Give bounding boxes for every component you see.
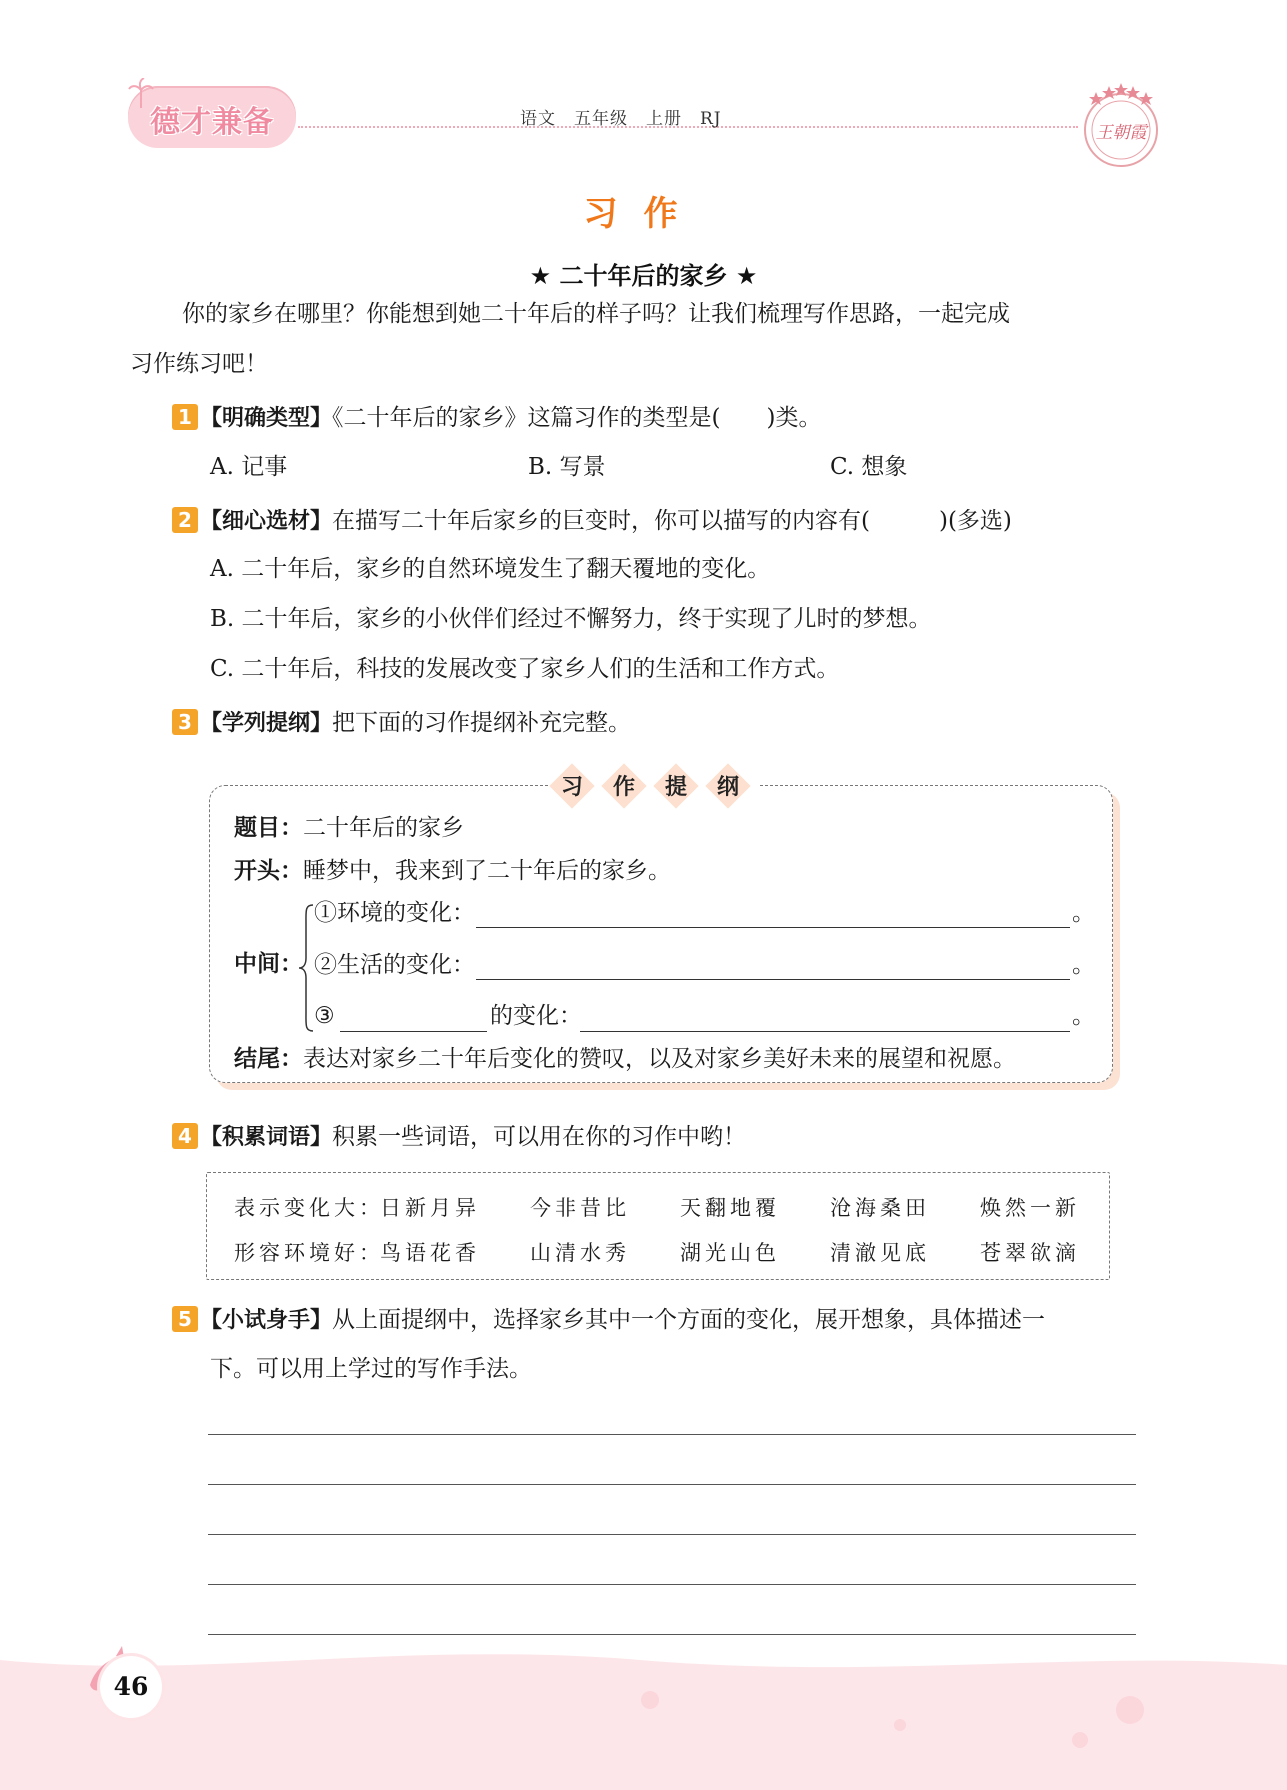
vocab-word: 鸟语花香 [380,1241,480,1265]
question-number-badge: 2 [172,507,198,533]
volume: 上册 [646,109,682,129]
question-text: 把下面的习作提纲补充完整。 [332,710,632,736]
answer-blank[interactable] [340,1031,487,1032]
outline-heading [550,764,760,808]
curly-brace [297,903,315,1033]
edition: RJ [700,109,722,129]
vocab-word: 山清水秀 [530,1241,630,1265]
middle-item-2: ②生活的变化： [314,952,475,978]
question-tag: 【明确类型】 [200,406,333,431]
question-number-badge: 3 [172,709,198,735]
vocab-word: 今非昔比 [530,1196,630,1220]
outline-topic [234,817,464,840]
question-text: 积累一些词语，可以用在你的习作中哟！ [332,1124,747,1150]
middle-item-1: ①环境的变化： [314,900,475,926]
topic-value: 二十年后的家乡 [303,815,464,841]
question-5 [172,1306,1045,1332]
writing-line[interactable] [208,1584,1136,1585]
subject: 语文 [520,109,556,129]
vocab-row2-label: 形容环境好： [234,1241,384,1265]
answer-blank[interactable] [580,1031,1070,1032]
vocab-word: 湖光山色 [680,1241,780,1265]
question-tag: 【学列提纲】 [200,711,333,736]
publisher-seal-logo [1076,80,1166,170]
footer-wave-decoration [0,1630,1287,1790]
writing-line[interactable] [208,1434,1136,1435]
opening-label: 开头： [234,858,303,884]
q2-option-a: A. 二十年后，家乡的自然环境发生了翻天覆地的变化。 [210,556,771,582]
outline-ending [234,1048,1016,1071]
topic-label: 题目： [234,815,303,841]
q1-option-c: C. 想象 [830,454,908,480]
page-title: 习作 [583,194,704,234]
vocab-word: 清澈见底 [830,1241,930,1265]
q2-option-b: B. 二十年后，家乡的小伙伴们经过不懈努力，终于实现了儿时的梦想。 [210,606,932,632]
vocab-word: 苍翠欲滴 [980,1241,1080,1265]
period: 。 [1072,1003,1095,1029]
q1-option-b: B. 写景 [528,454,606,480]
question-number-badge: 4 [172,1123,198,1149]
question-4 [172,1123,746,1149]
ending-value: 表达对家乡二十年后变化的赞叹，以及对家乡美好未来的展望和祝愿。 [303,1046,1016,1072]
vocab-row1-label: 表示变化大： [234,1196,384,1220]
question-3 [172,709,631,735]
q2-option-c: C. 二十年后，科技的发展改变了家乡人们的生活和工作方式。 [210,656,840,682]
question-tag: 【积累词语】 [200,1125,333,1150]
outline-heading-char: 习 [560,775,583,800]
ending-label: 结尾： [234,1046,303,1072]
question-number-badge: 5 [172,1306,198,1332]
brand-name: 德才兼备 [150,105,274,140]
intro-line-1: 你的家乡在哪里？你能想到她二十年后的样子吗？让我们梳理写作思路，一起完成 [182,301,1010,327]
question-tag: 【细心选材】 [200,509,333,534]
intro-line-2: 习作练习吧！ [130,351,268,377]
vocab-word: 焕然一新 [980,1196,1080,1220]
outline-heading-char: 作 [612,775,635,800]
answer-blank[interactable] [476,927,1070,928]
middle-item-3: ③ [314,1003,335,1029]
vocab-word: 沧海桑田 [830,1196,930,1220]
outline-opening [234,860,671,883]
outline-heading-char: 提 [664,775,687,800]
essay-topic: ★ 二十年后的家乡 ★ [529,262,758,290]
answer-blank[interactable] [476,979,1070,980]
writing-line[interactable] [208,1534,1136,1535]
question-text: 《二十年后的家乡》这篇习作的类型是( )类。 [332,405,822,431]
period: 。 [1072,952,1095,978]
outline-heading-char: 纲 [716,775,739,800]
grade: 五年级 [574,109,628,129]
question-text: 在描写二十年后家乡的巨变时，你可以描写的内容有( )(多选) [332,508,1012,534]
question-number-badge: 1 [172,404,198,430]
opening-value: 睡梦中，我来到了二十年后的家乡。 [303,858,671,884]
question-1 [172,404,821,430]
book-info [520,104,740,129]
question-tag: 【小试身手】 [200,1308,333,1333]
period: 。 [1072,900,1095,926]
svg-text:王朝霞: 王朝霞 [1095,123,1147,143]
vocab-word: 天翻地覆 [680,1196,780,1220]
vocab-word: 日新月异 [380,1196,480,1220]
question-text: 从上面提纲中，选择家乡其中一个方面的变化，展开想象，具体描述一 [332,1307,1046,1333]
middle-label: 中间： [234,951,303,977]
palm-icon [128,78,154,108]
middle-item-3-suffix: 的变化： [490,1003,582,1029]
question-2 [172,507,1012,533]
q1-option-a: A. 记事 [210,454,288,480]
writing-line[interactable] [208,1484,1136,1485]
question-5-line-2: 下。可以用上学过的写作手法。 [210,1356,532,1382]
page-number: 46 [100,1656,162,1718]
